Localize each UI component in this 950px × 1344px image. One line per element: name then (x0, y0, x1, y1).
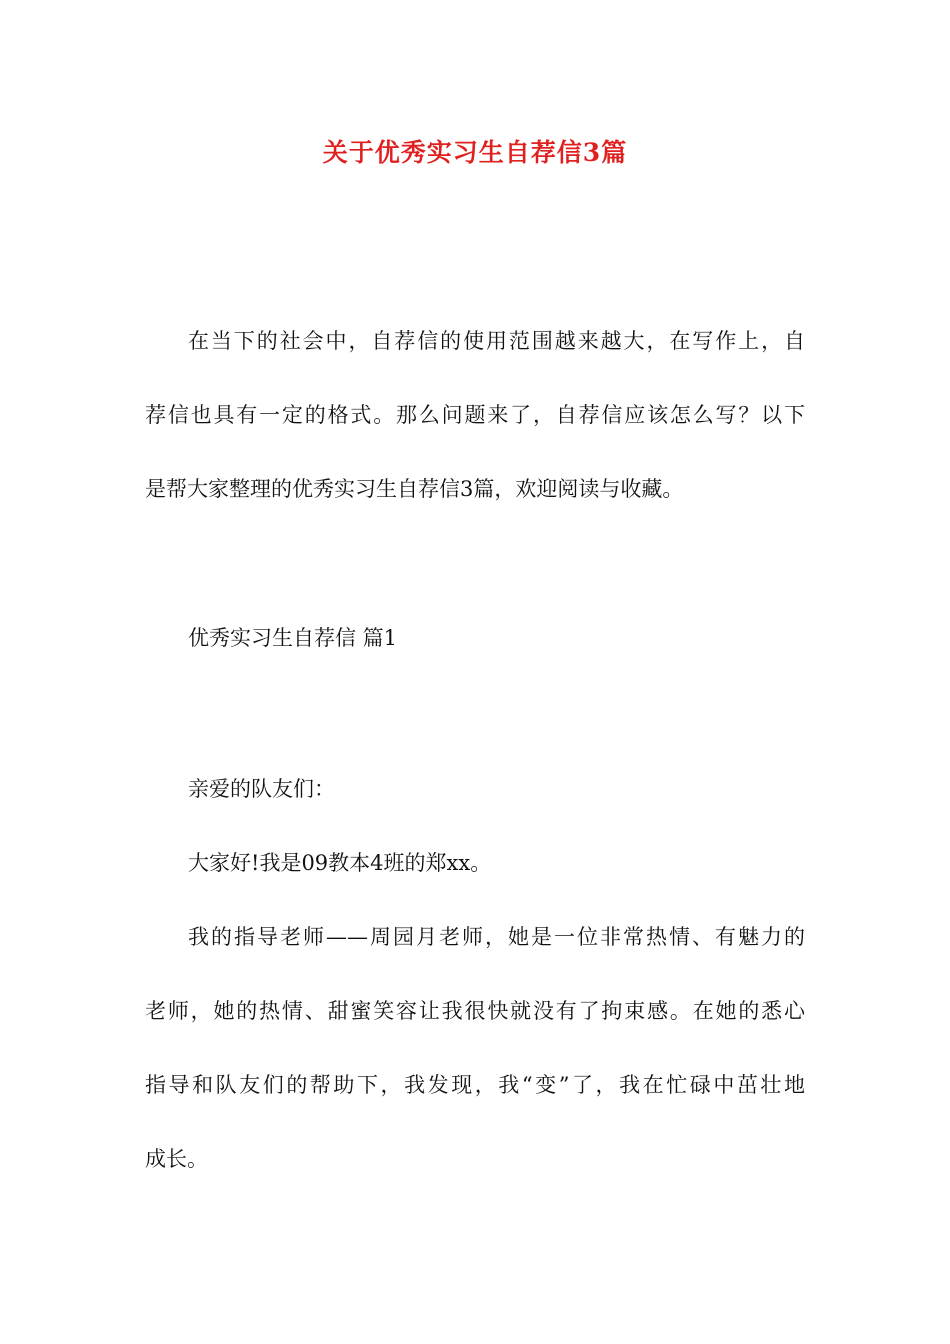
greeting-line: 大家好!我是09教本4班的郑xx。 (188, 851, 492, 875)
body-line-2: 老师，她的热情、甜蜜笑容让我很快就没有了拘束感。在她的悉心 (145, 999, 805, 1023)
document-title: 关于优秀实习生自荐信3篇 (322, 138, 628, 167)
intro-line-2: 荐信也具有一定的格式。那么问题来了，自荐信应该怎么写？以下 (145, 403, 805, 427)
intro-line-3: 是帮大家整理的优秀实习生自荐信3篇，欢迎阅读与收藏。 (145, 477, 684, 501)
body-line-3: 指导和队友们的帮助下，我发现，我“变”了，我在忙碌中茁壮地 (145, 1073, 805, 1097)
body-line-1: 我的指导老师——周园月老师，她是一位非常热情、有魅力的 (188, 925, 805, 949)
intro-line-1: 在当下的社会中，自荐信的使用范围越来越大，在写作上，自 (188, 329, 805, 353)
section-heading: 优秀实习生自荐信 篇1 (188, 626, 398, 650)
body-line-4: 成长。 (145, 1147, 208, 1171)
salutation: 亲爱的队友们： (188, 777, 335, 801)
